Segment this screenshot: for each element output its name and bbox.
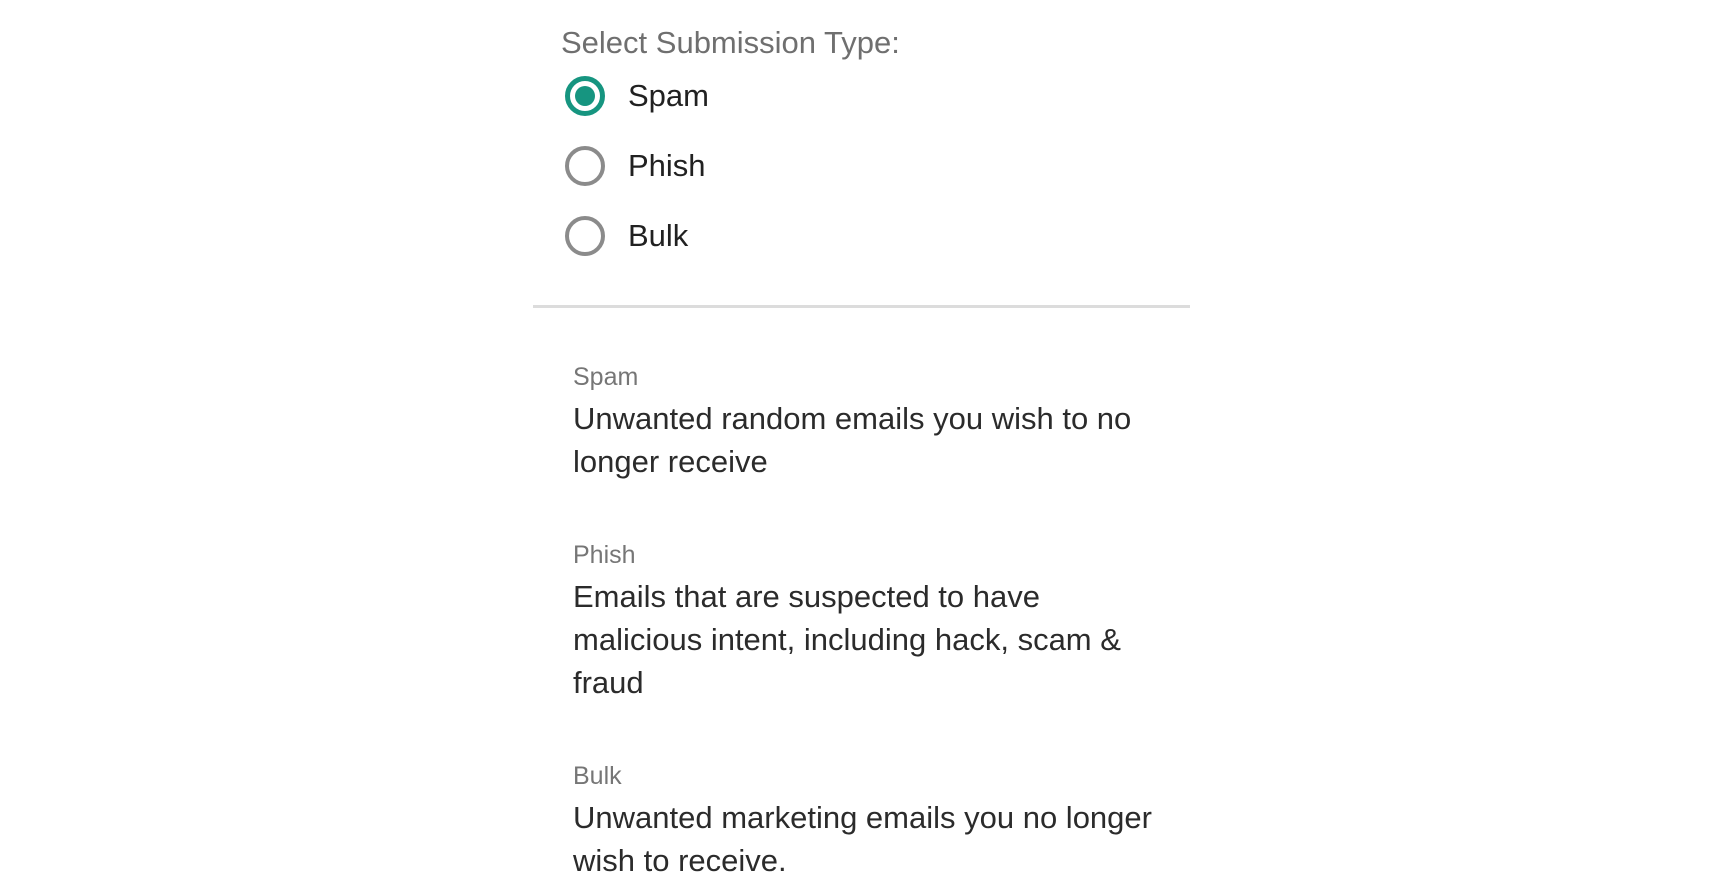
- radio-option-phish-label[interactable]: Phish: [628, 148, 706, 183]
- section-divider: [533, 305, 1190, 308]
- description-spam-definition: Unwanted random emails you wish to no longer receive: [573, 401, 1132, 479]
- description-bulk: [573, 759, 1173, 882]
- radio-button-phish[interactable]: [565, 146, 605, 186]
- radio-option-bulk[interactable]: [565, 216, 709, 256]
- radio-button-spam-selected[interactable]: [565, 76, 605, 116]
- description-bulk-definition: Unwanted marketing emails you no longer wish to receive.: [573, 800, 1152, 878]
- radio-option-spam-label[interactable]: Spam: [628, 78, 709, 113]
- radio-button-bulk[interactable]: [565, 216, 605, 256]
- radio-option-bulk-label[interactable]: Bulk: [628, 218, 689, 253]
- description-bulk-term: Bulk: [573, 762, 622, 790]
- description-spam-term: Spam: [573, 363, 639, 391]
- description-phish-definition: Emails that are suspected to have malicious intent, including hack, scam & fraud: [573, 579, 1121, 700]
- radio-option-phish[interactable]: [565, 146, 709, 186]
- radio-option-spam[interactable]: [565, 76, 709, 116]
- description-phish: [573, 538, 1173, 704]
- submission-type-radio-group: [565, 76, 709, 286]
- submission-type-descriptions: [573, 360, 1173, 886]
- description-phish-term: Phish: [573, 541, 636, 569]
- submission-type-label: Select Submission Type:: [561, 25, 900, 60]
- description-spam: [573, 360, 1173, 483]
